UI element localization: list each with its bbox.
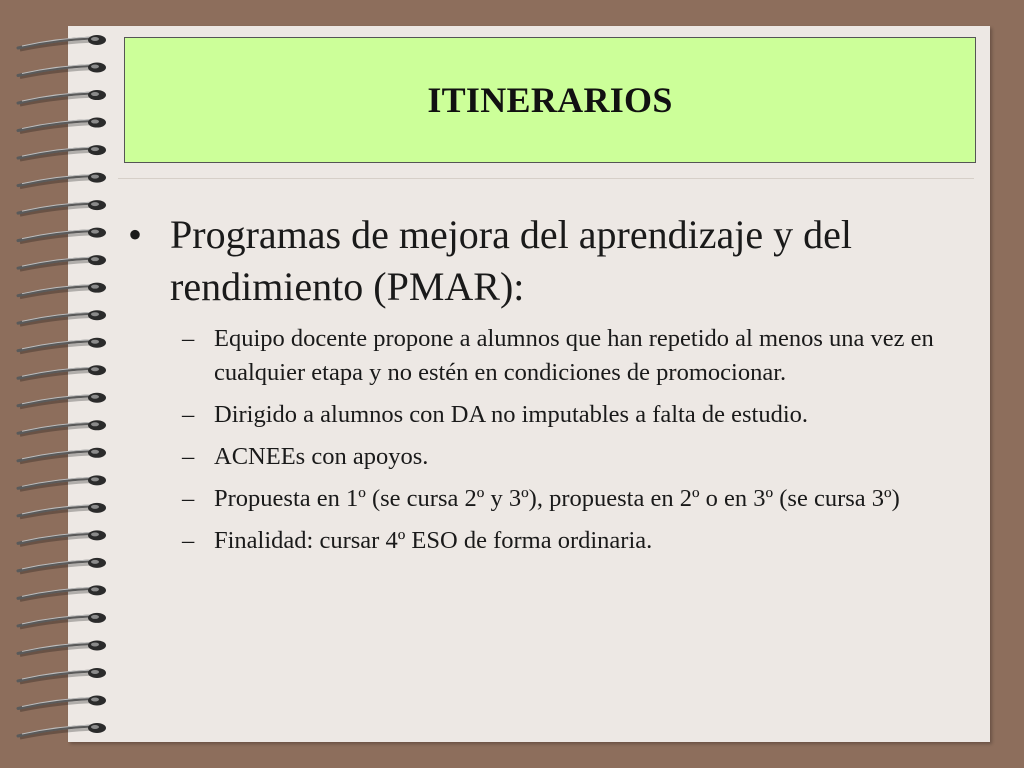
spiral-ring bbox=[18, 530, 106, 545]
sub-bullet-item bbox=[182, 440, 942, 474]
spiral-ring bbox=[18, 173, 106, 188]
spiral-ring bbox=[18, 695, 106, 710]
sub-bullet-text: Dirigido a alumnos con DA no imputables a falta de estudio. bbox=[214, 401, 809, 428]
dash-marker: – bbox=[182, 401, 195, 428]
bullet-marker: • bbox=[128, 212, 143, 257]
dash-marker: – bbox=[182, 485, 195, 512]
main-bullet bbox=[128, 209, 968, 313]
sub-bullet-item bbox=[182, 322, 942, 390]
spiral-ring bbox=[18, 255, 106, 270]
sub-bullet-item bbox=[182, 398, 942, 432]
title-box bbox=[124, 37, 976, 163]
spiral-ring bbox=[18, 420, 106, 435]
spiral-ring bbox=[18, 365, 106, 380]
sub-bullet-text: Equipo docente propone a alumnos que han repetido al menos una vez en cualquier etapa y no estén en condiciones de promocionar. bbox=[214, 325, 934, 386]
spiral-ring bbox=[18, 613, 106, 628]
spiral-ring bbox=[18, 90, 106, 105]
dash-marker: – bbox=[182, 443, 195, 470]
spiral-ring bbox=[18, 558, 106, 573]
spiral-ring bbox=[18, 283, 106, 298]
spiral-ring bbox=[18, 448, 106, 463]
slide-title: ITINERARIOS bbox=[427, 80, 673, 120]
spiral-ring bbox=[18, 723, 106, 738]
divider bbox=[118, 178, 974, 179]
sub-bullet-text: ACNEEs con apoyos. bbox=[214, 443, 429, 470]
sub-bullet-text: Finalidad: cursar 4º ESO de forma ordinaria. bbox=[214, 527, 653, 554]
dash-marker: – bbox=[182, 325, 195, 352]
spiral-ring bbox=[18, 640, 106, 655]
spiral-ring bbox=[18, 338, 106, 353]
spiral-binding bbox=[0, 0, 130, 768]
dash-marker: – bbox=[182, 527, 195, 554]
spiral-ring bbox=[18, 668, 106, 683]
spiral-ring bbox=[18, 118, 106, 133]
main-bullet-text: Programas de mejora del aprendizaje y del rendimiento (PMAR): bbox=[170, 212, 852, 309]
spiral-ring bbox=[18, 145, 106, 160]
sub-bullet-text: Propuesta en 1º (se cursa 2º y 3º), propuesta en 2º o en 3º (se cursa 3º) bbox=[214, 485, 900, 512]
spiral-ring bbox=[18, 503, 106, 518]
spiral-ring bbox=[18, 200, 106, 215]
spiral-ring bbox=[18, 63, 106, 78]
spiral-ring bbox=[18, 228, 106, 243]
sub-bullet-item bbox=[182, 524, 942, 558]
spiral-ring bbox=[18, 393, 106, 408]
spiral-ring bbox=[18, 475, 106, 490]
sub-bullet-list bbox=[182, 322, 942, 566]
spiral-ring bbox=[18, 585, 106, 600]
spiral-ring bbox=[18, 35, 106, 50]
spiral-ring bbox=[18, 310, 106, 325]
sub-bullet-item bbox=[182, 482, 942, 516]
